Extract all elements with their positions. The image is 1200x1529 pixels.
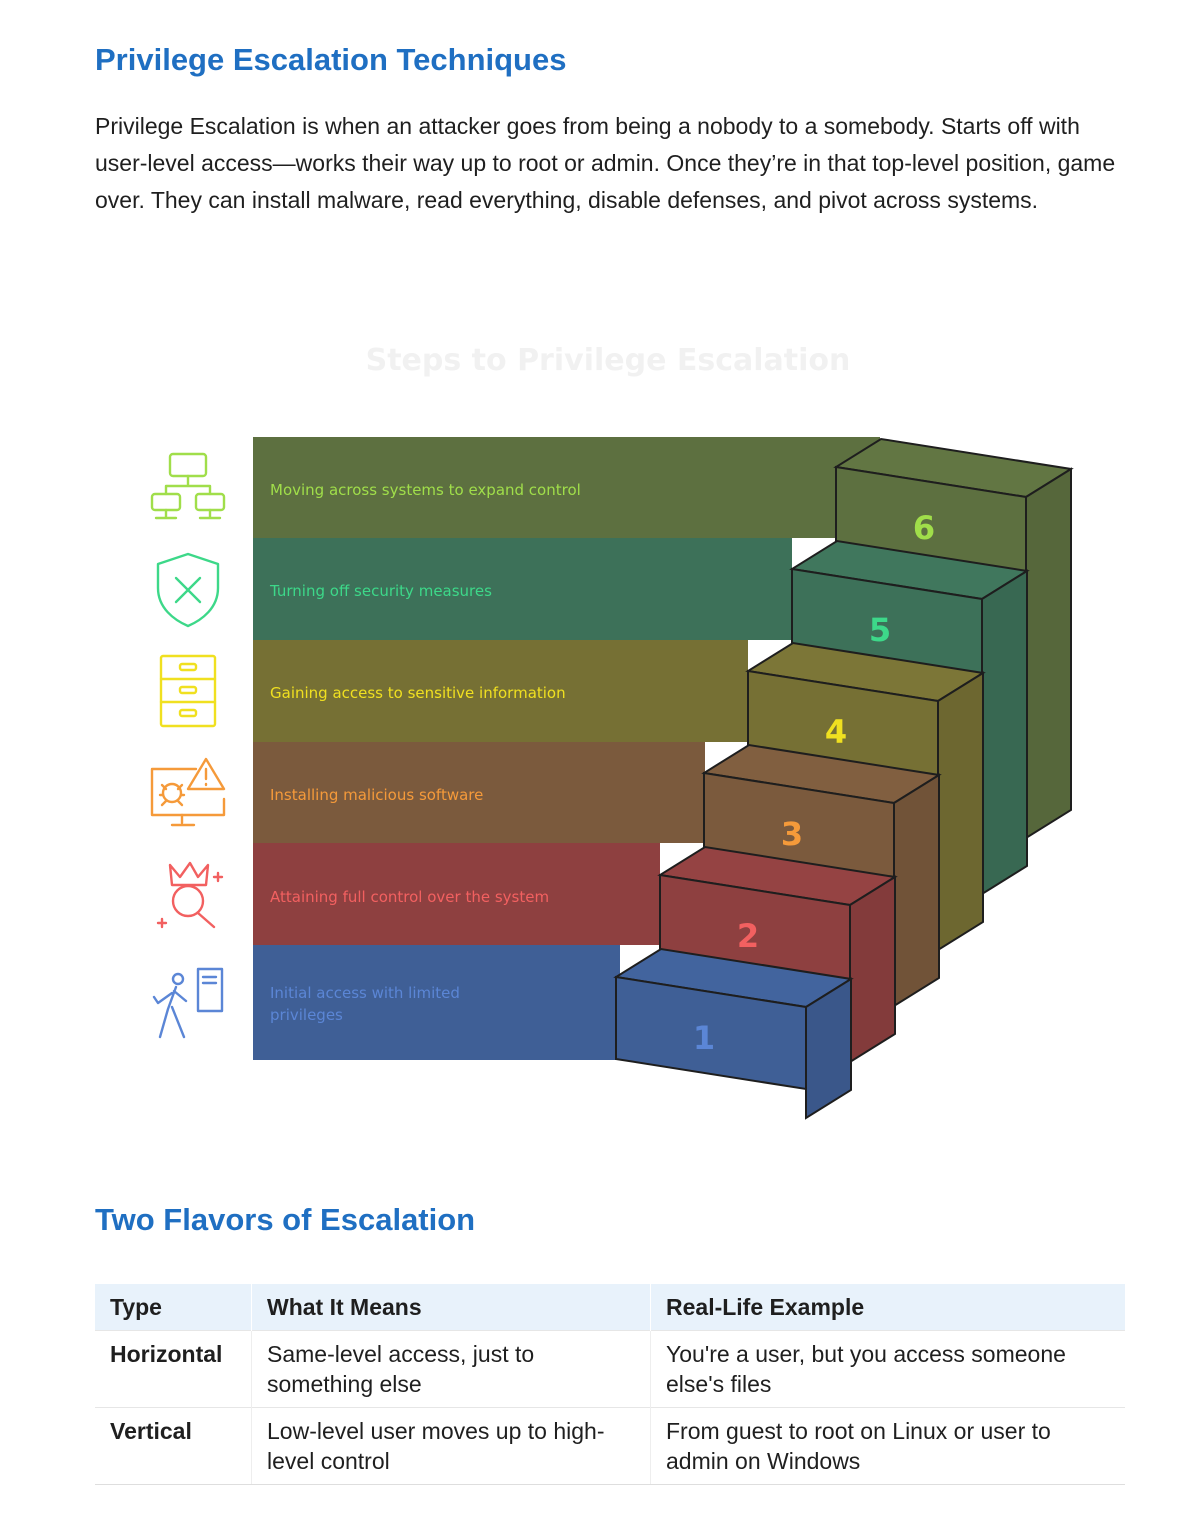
step-number-2: 2 [736,917,760,955]
file-cabinet-icon [161,656,215,726]
step-block-side-5 [982,571,1027,894]
step-number-4: 4 [824,713,848,751]
step-number-6: 6 [912,509,936,547]
crowned-user-icon [158,863,222,927]
step-number-1: 1 [692,1019,716,1057]
table-header-row [95,1284,1125,1331]
page-title: Privilege Escalation Techniques [95,42,567,77]
step-label-2: Attaining full control over the system [270,888,550,906]
intro-paragraph: Privilege Escalation is when an attacker goes from being a nobody to a somebody. Starts off with user-level access—works their way up to root or admin. Once they’re in that top-level position, game over. They can install malware, read everything, disable defenses, and pivot across systems. [95,113,1116,213]
step-label-4: Gaining access to sensitive information [270,684,566,702]
step-label-1: privileges [270,1006,343,1024]
column-header-example: Real-Life Example [651,1284,1126,1331]
step-icons [152,454,224,1037]
step-block-side-3 [894,775,939,1006]
cell-example: You're a user, but you access someone else's files [651,1331,1126,1408]
step-label-6: Moving across systems to expand control [270,481,581,499]
cell-example: From guest to root on Linux or user to admin on Windows [651,1408,1126,1485]
step-label-1: Initial access with limited [270,984,460,1002]
step-number-3: 3 [780,815,804,853]
diagram-title: Steps to Privilege Escalation [365,343,851,378]
step-label-5: Turning off security measures [270,582,492,600]
user-walking-to-door-icon [154,969,222,1037]
shield-x-icon [158,554,218,626]
monitor-bug-warning-icon [152,759,224,825]
step-block-side-2 [850,877,895,1062]
step-block-side-4 [938,673,983,950]
cell-type: Horizontal [95,1331,252,1408]
escalation-table [95,1284,1125,1485]
step-band-1 [253,945,620,1060]
table-row [95,1408,1125,1485]
network-icon [152,454,224,518]
step-number-5: 5 [868,611,892,649]
table-row [95,1331,1125,1408]
step-label-3: Installing malicious software [270,786,484,804]
cell-type: Vertical [95,1408,252,1485]
cell-meaning: Same-level access, just to something else [252,1331,651,1408]
column-header-type: Type [95,1284,252,1331]
section-heading: Two Flavors of Escalation [95,1202,476,1237]
step-block-side-6 [1026,469,1071,838]
privilege-escalation-diagram [0,300,1200,1160]
cell-meaning: Low-level user moves up to high-level control [252,1408,651,1485]
column-header-meaning: What It Means [252,1284,651,1331]
